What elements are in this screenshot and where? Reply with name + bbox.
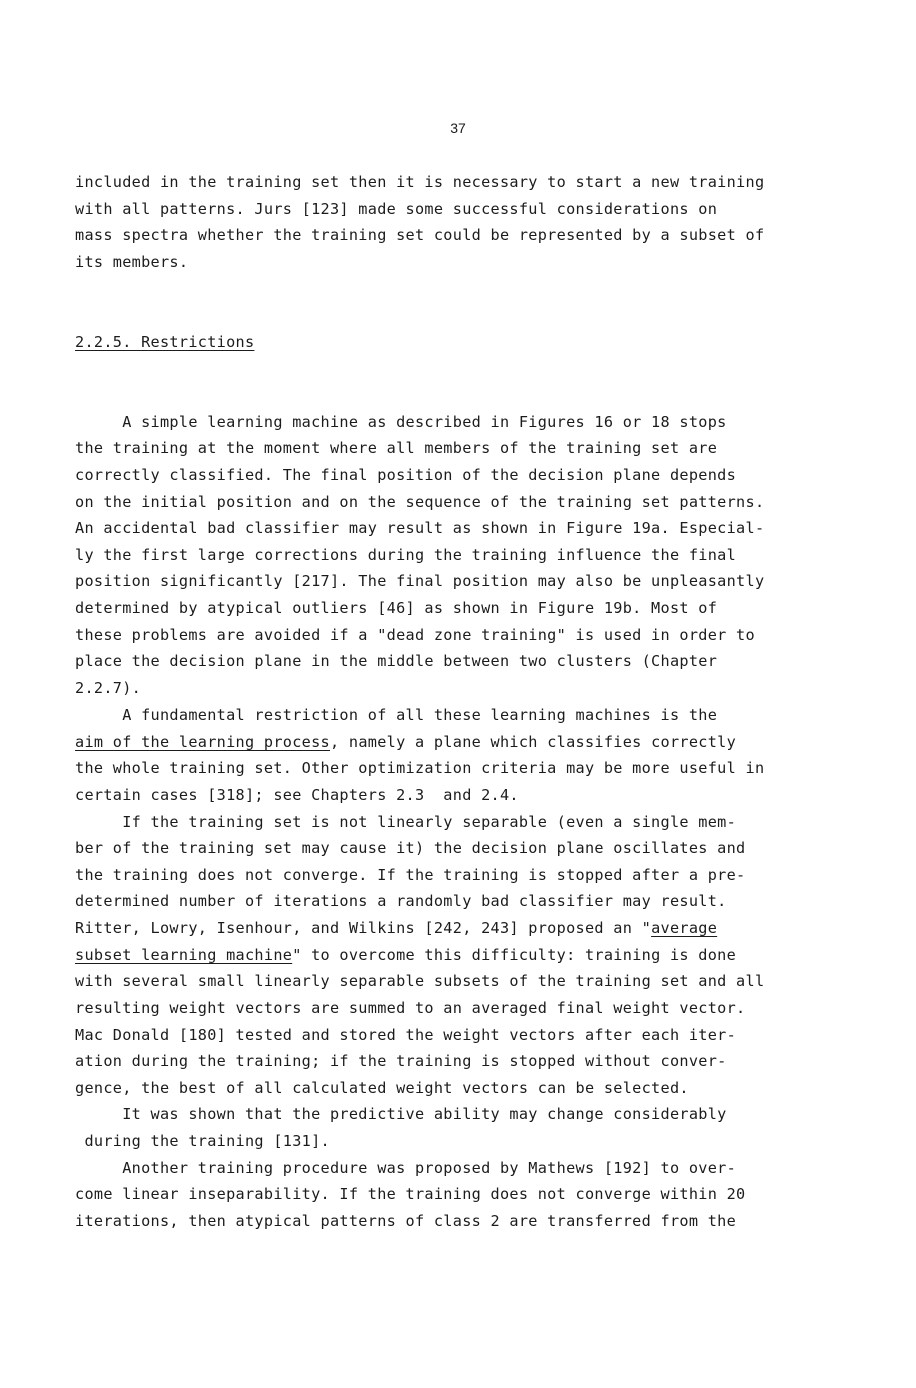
- intro-line: included in the training set then it is necessary to start a new training: [75, 173, 765, 191]
- underlined-phrase: aim of the learning process: [75, 733, 330, 751]
- paragraph-line: correctly classified. The final position of the decision plane depends: [75, 466, 737, 484]
- underlined-phrase: subset learning machine: [75, 946, 293, 964]
- paragraph-line: An accidental bad classifier may result as shown in Figure 19a. Especial-: [75, 519, 765, 537]
- paragraph-line: these problems are avoided if a "dead zone training" is used in order to: [75, 626, 755, 644]
- paragraph-line: place the decision plane in the middle between two clusters (Chapter: [75, 652, 718, 670]
- section-heading: 2.2.5. Restrictions: [75, 333, 255, 351]
- paragraph-line: ber of the training set may cause it) the decision plane oscillates and: [75, 839, 746, 857]
- underlined-phrase: average: [651, 919, 718, 937]
- paragraph-line: It was shown that the predictive ability may change considerably: [75, 1105, 727, 1123]
- paragraph-line: the whole training set. Other optimization criteria may be more useful in: [75, 759, 765, 777]
- paragraph-line: determined number of iterations a randomly bad classifier may result.: [75, 892, 727, 910]
- paragraph-line: position significantly [217]. The final position may also be unpleasantly: [75, 572, 765, 590]
- paragraph-line: with several small linearly separable subsets of the training set and all: [75, 972, 765, 990]
- line-text: , namely a plane which classifies correctly: [329, 733, 737, 751]
- line-text: Ritter, Lowry, Isenhour, and Wilkins [242, 243] proposed an ": [75, 919, 652, 937]
- paragraph-line: ation during the training; if the training is stopped without conver-: [75, 1052, 727, 1070]
- paragraph-line: the training at the moment where all members of the training set are: [75, 439, 718, 457]
- paragraph-line: resulting weight vectors are summed to an averaged final weight vector.: [75, 999, 746, 1017]
- paragraph-line: the training does not converge. If the training is stopped after a pre-: [75, 866, 746, 884]
- paragraph-line: determined by atypical outliers [46] as shown in Figure 19b. Most of: [75, 599, 718, 617]
- paragraph-line: certain cases [318]; see Chapters 2.3 and 2.4.: [75, 786, 519, 804]
- paragraph-line: If the training set is not linearly separable (even a single mem-: [75, 813, 737, 831]
- paragraph-line: ly the first large corrections during the training influence the final: [75, 546, 737, 564]
- intro-line: with all patterns. Jurs [123] made some successful considerations on: [75, 200, 718, 218]
- line-text: " to overcome this difficulty: training is done: [292, 946, 737, 964]
- paragraph-line: A fundamental restriction of all these learning machines is the: [75, 706, 718, 724]
- paragraph-line: during the training [131].: [75, 1132, 330, 1150]
- paragraph-line: 2.2.7).: [75, 679, 142, 697]
- paragraph-line: Mac Donald [180] tested and stored the weight vectors after each iter-: [75, 1026, 737, 1044]
- paragraph-line: [75, 921, 717, 936]
- paragraph-line: [75, 735, 736, 750]
- paragraph-line: gence, the best of all calculated weight vectors can be selected.: [75, 1079, 689, 1097]
- paragraph-line: come linear inseparability. If the training does not converge within 20: [75, 1185, 746, 1203]
- paragraph-line: A simple learning machine as described in Figures 16 or 18 stops: [75, 413, 727, 431]
- paragraph-line: Another training procedure was proposed by Mathews [192] to over-: [75, 1159, 737, 1177]
- paragraph-line: on the initial position and on the sequence of the training set patterns.: [75, 493, 765, 511]
- paragraph-line: iterations, then atypical patterns of class 2 are transferred from the: [75, 1212, 737, 1230]
- intro-line: its members.: [75, 253, 189, 271]
- page-number: 37: [450, 120, 466, 136]
- paragraph-line: [75, 948, 736, 963]
- intro-line: mass spectra whether the training set could be represented by a subset of: [75, 226, 765, 244]
